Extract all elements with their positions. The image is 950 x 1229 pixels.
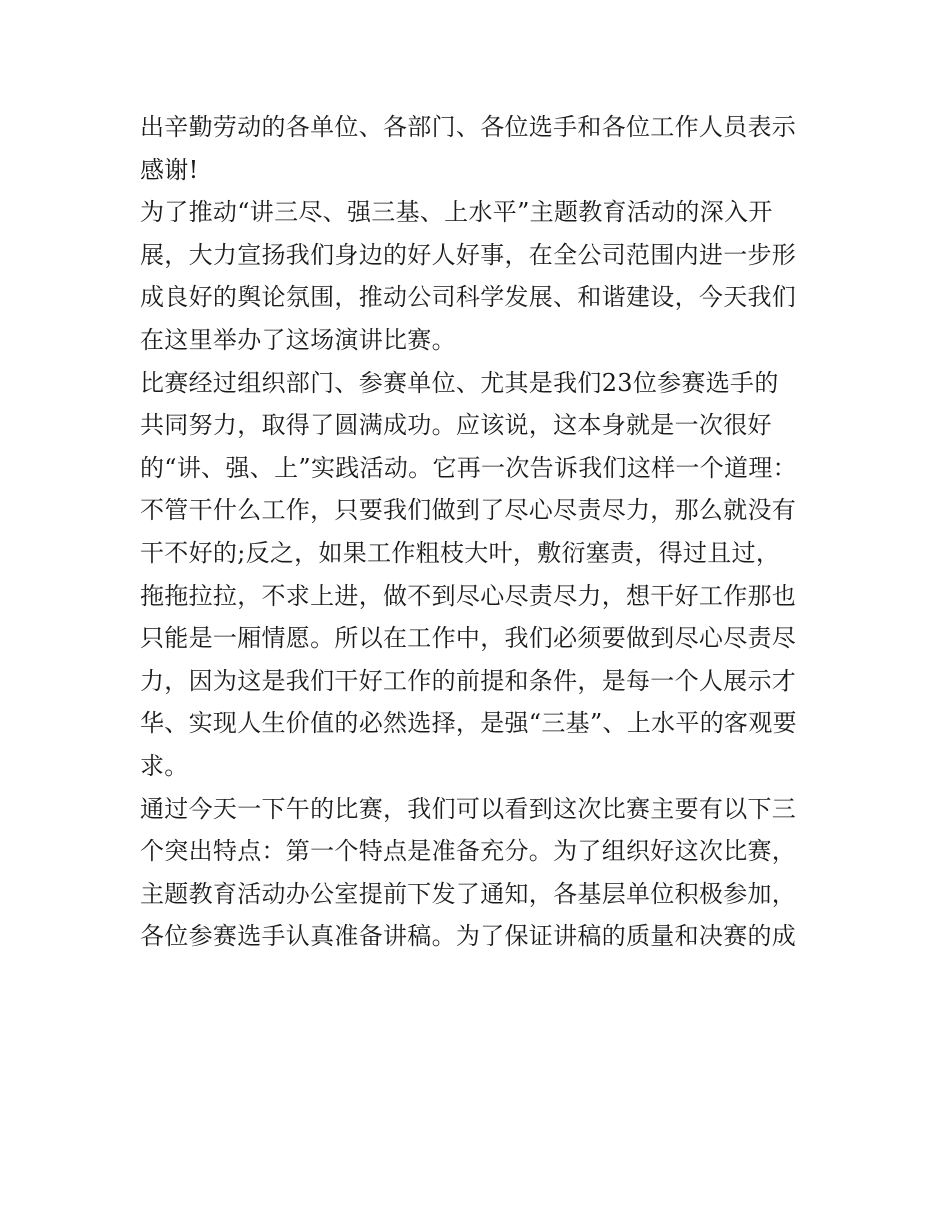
text-line: 不管干什么工作，只要我们做到了尽心尽责尽力，那么就没有 — [140, 496, 797, 525]
text-line: 感谢! — [140, 155, 199, 184]
text-line: 求。 — [140, 751, 189, 780]
text-line: 通过今天一下午的比赛，我们可以看到这次比赛主要有以下三 — [140, 794, 797, 823]
text-line: 在这里举办了这场演讲比赛。 — [140, 325, 456, 354]
text-line: 出辛勤劳动的各单位、各部门、各位选手和各位工作人员表示 — [140, 113, 797, 141]
text-line: 的“讲、强、上”实践活动。它再一次告诉我们这样一个道理： — [140, 453, 797, 482]
text-line: 比赛经过组织部门、参赛单位、尤其是我们23位参赛选手的 — [140, 368, 779, 397]
text-line: 力，因为这是我们干好工作的前提和条件，是每一个人展示才 — [140, 666, 797, 695]
text-line: 华、实现人生价值的必然选择，是强“三基”、上水平的客观要 — [140, 709, 797, 738]
text-line: 共同努力，取得了圆满成功。应该说，这本身就是一次很好 — [140, 411, 772, 440]
text-line: 干不好的;反之，如果工作粗枝大叶，敷衍塞责，得过且过， — [140, 538, 781, 567]
text-line: 主题教育活动办公室提前下发了通知，各基层单位积极参加， — [140, 879, 797, 908]
text-line: 展，大力宣扬我们身边的好人好事，在全公司范围内进一步形 — [140, 240, 797, 269]
text-line: 为了推动“讲三尽、强三基、上水平”主题教育活动的深入开 — [140, 198, 773, 227]
body-text — [140, 106, 820, 958]
text-line: 拖拖拉拉，不求上进，做不到尽心尽责尽力，想干好工作那也 — [140, 581, 797, 610]
text-line: 成良好的舆论氛围，推动公司科学发展、和谐建设，今天我们 — [140, 283, 797, 312]
text-line: 只能是一厢情愿。所以在工作中，我们必须要做到尽心尽责尽 — [140, 624, 797, 653]
text-line: 个突出特点：第一个特点是准备充分。为了组织好这次比赛， — [140, 837, 797, 866]
text-line: 各位参赛选手认真准备讲稿。为了保证讲稿的质量和决赛的成 — [140, 922, 797, 951]
